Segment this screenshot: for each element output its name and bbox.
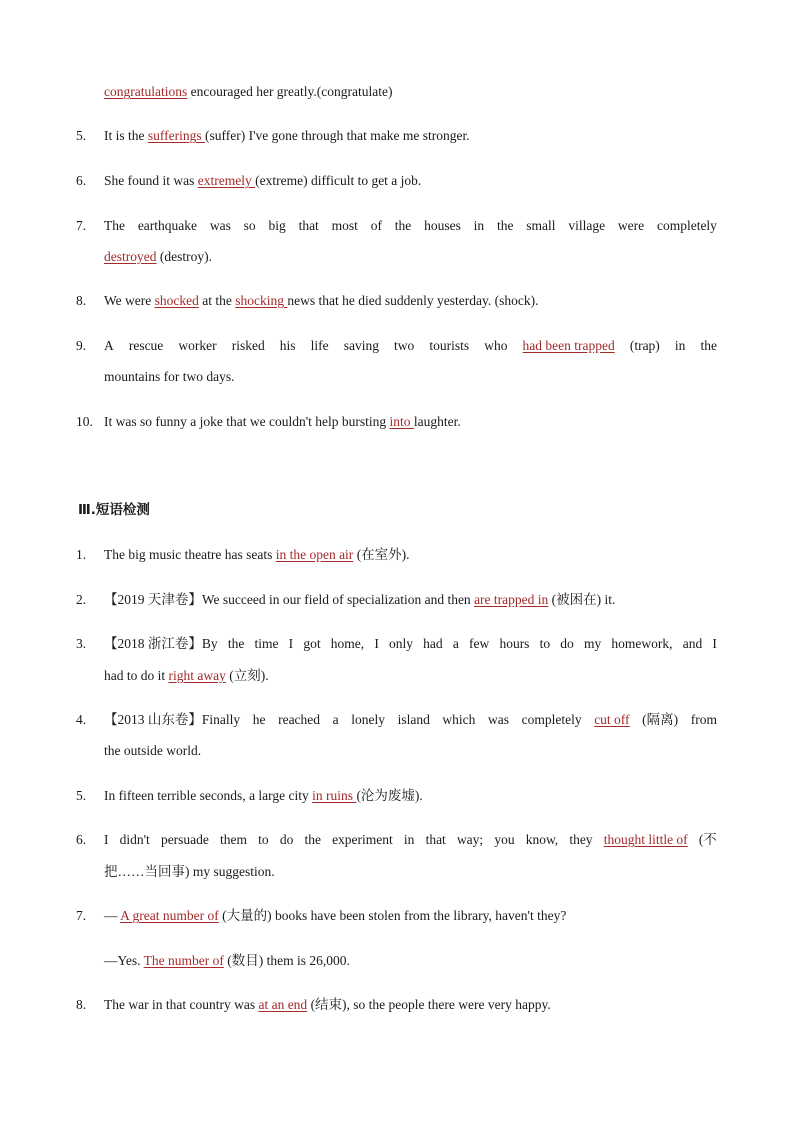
answer: right away [168,668,226,683]
answer: shocked [154,293,199,308]
answer: are trapped in [474,592,549,607]
answer: extremely [197,173,256,188]
item-number: 10. [76,414,93,429]
answer: cut off [594,712,630,727]
item-number: 1. [76,547,87,562]
item-number: 8. [76,997,87,1012]
answer: in ruins [312,788,357,803]
section-title: Ⅲ.短语检测 [78,502,150,518]
item-number: 2. [76,592,87,607]
item-number: 7. [76,908,87,923]
answer: congratulations [104,84,188,99]
item-number: 8. [76,293,87,308]
item-number: 7. [76,218,87,233]
justified-line: 【2013 山东卷】Finally he reached a lonely island which was completely cut off (隔离) from [104,710,717,730]
item-number: 5. [76,128,87,143]
item-number: 5. [76,788,87,803]
answer: destroyed [104,249,157,264]
answer: sufferings [147,128,205,143]
answer: at an end [258,997,308,1012]
item-number: 6. [76,173,87,188]
item-number: 6. [76,832,87,847]
item-number: 3. [76,636,87,651]
answer: The number of [143,953,224,968]
justified-line: A rescue worker risked his life saving two tourists who had been trapped (trap) in the [104,336,717,356]
item-number: 9. [76,338,87,353]
answer: thought little of [603,832,688,847]
answer: had been trapped [522,338,615,353]
answer: in the open air [275,547,354,562]
justified-line: I didn't persuade them to do the experiment in that way; you know, they thought little of (不 [104,830,717,850]
justified-line: The earthquake was so big that most of the houses in the small village were completely [104,218,717,233]
answer: A great number of [120,908,219,923]
item-number: 4. [76,712,87,727]
justified-line: 【2018 浙江卷】By the time I got home, I only had a few hours to do my homework, and I [104,636,717,651]
answer: shocking [235,293,288,308]
answer: into [389,414,414,429]
